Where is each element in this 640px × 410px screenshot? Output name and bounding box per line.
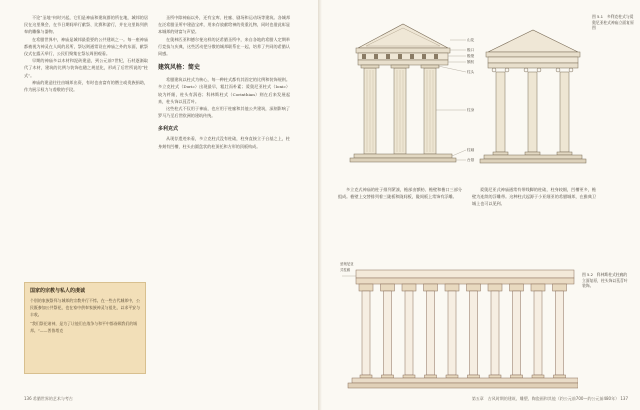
column-base [511,375,523,378]
left-column-1 [24,14,148,93]
diagram-label: 台基 [467,158,475,162]
column-shaft [470,291,478,375]
section-heading: 建筑风格：简史 [158,64,201,72]
paragraph: 这些柱式不仅用于神庙，也应用于柱廊和其他公共建筑，深刻影响了罗马乃至后世欧洲的建筑传统。 [158,106,290,119]
diagram-label: 柱础 [467,148,475,152]
sidebar-box-quote: “我们祭祀诸神，是为了让他们在战争与和平中都眷顾我们的城邦。”——普鲁塔克 [30,321,138,333]
column-capital [402,284,416,291]
column-shaft [427,291,435,375]
column-capital [488,284,502,291]
column-capital [467,284,481,291]
doric-temple-drawing [350,24,456,162]
column-capital [359,284,373,291]
column-shaft [491,291,499,375]
column-shaft [384,291,392,375]
paragraph: 不论“圣地”何时兴起，它们是神庙和建筑群的所在地，城邦的居民在这里聚会，在节日期间举行献祭、比赛和游行，并在这里陈列供奉的雕像与器物。 [24,15,148,35]
paragraph: 在奥林匹亚和德尔斐这样的泛希腊圣所中，来自各地的希腊人定期举行竞技与庆典，这些活动把分散的城邦联系在一起，培养了共同的希腊认同感。 [158,36,290,57]
right-footer: 第五章 古风时期的建筑、雕塑、陶瓷画和其他（约公元前700—约公元前480年） 137 [471,396,628,401]
paragraph: 早期的神庙多以木材和泥砖建造，到公元前7世纪，石材逐渐取代了木材，建筑的比例与装饰也随之规范化，形成了后世所说的“柱式”。 [24,58,148,78]
column-base [446,375,458,378]
paragraph: 神庙的建造往往由城邦出资，有时也由富有的僭主或贵族捐助，作为展示权力与虔敬的手段。 [24,79,148,93]
left-column-2 [158,14,290,150]
right-column-1 [338,186,462,200]
diagram-label: 额枋 [467,60,475,64]
diagram-label: 柱头 [467,70,475,74]
column-base [532,375,544,378]
colonnade-illustration [338,262,578,392]
column-shaft [362,291,370,375]
sidebar-box [24,282,146,374]
column-shaft [534,291,542,375]
column-shaft [405,291,413,375]
paragraph: 爱奥尼亚式神庙通常有带线脚的柱础，柱身较细，凹槽更多，檐壁为连续的浮雕带。这种柱式起源于小亚细亚的希腊城邦，在雅典卫城上也可以见到。 [472,187,596,207]
column-shaft [448,291,456,375]
diagram-label: 柱身 [467,108,475,112]
paragraph: 从现存遗迹来看，多立克柱式没有柱础，柱身直接立于台基之上，柱身刻有凹槽，柱头由圆盘状的柱顶托和方形的顶板构成。 [158,136,290,149]
column-capital [424,284,438,291]
column-base [425,375,437,378]
column-capital [445,284,459,291]
column-base [554,375,566,378]
figure-caption-right: 图 5.2 科林斯柱式柱廊的立面复原，柱头饰以茛苕叶装饰。 [582,272,628,289]
column-shaft [513,291,521,375]
paragraph: 在希腊世界中，神庙是城邦最重要的公共建筑之一。每一座神庙都被视为神灵在人间的居所，祭坛则通常设在神庙之外的东面，献祭仪式在露天举行，公民们聚集在祭坛周围观看。 [24,36,148,57]
column-base [360,375,372,378]
temple-elevations-diagram [338,10,588,180]
right-column-2 [472,186,596,208]
figure-caption-top: 图 5.1 多利克柱式与爱奥尼亚柱式神庙立面复原图 [592,14,634,31]
column-base [382,375,394,378]
sidebar-box-title: 国家的宗教与私人的虔诚 [30,288,86,294]
column-base [489,375,501,378]
paragraph: 多立克式神庙的柱子排列紧凑，檐部由额枋、檐壁和檐口三部分组成。檐壁上交替排列着三陇板和陇间板，陇间板上常饰有浮雕。 [338,187,462,200]
paragraph: 希腊建筑以柱式为核心，每一种柱式都有其固定的比例和装饰规则。多立克柱式（Doric）出现最早，粗壮而朴素；爱奥尼亚柱式（Ionic）较为纤细，柱头有涡卷；科林斯柱式（Corinthian）则在后来发展起来，柱头饰以茛苕叶。 [158,77,290,104]
column-base [468,375,480,378]
paragraph: 圣所中除神庙以外，还有宝库、柱廊、剧场和运动场等建筑。各城邦在泛希腊圣所中建造宝库，用来存放献给神的贵重礼物，同时也借此彰显本城邦的财富与声望。 [158,15,290,35]
column-capital [531,284,545,291]
sidebar-box-body: 个别的家族祭拜与城邦的宗教并行不悖。在一些古代城邦中，公民既参加公共祭祀，也在家中供奉家族神灵与祖先，以求平安与丰收。 [30,298,140,317]
column-capital [553,284,567,291]
diagram-label: 檐壁 [467,54,475,58]
colonnade-label: 爱奥尼亚式柱廊 [340,262,354,272]
diagram-label: 檐口 [467,48,475,52]
left-footer: 136 希腊世界的艺术与考古 [24,396,73,401]
colonnade-columns [359,284,567,378]
column-shaft [556,291,564,375]
column-base [403,375,415,378]
diagram-label: 山花 [467,38,475,42]
subsection-heading: 多利克式 [158,126,179,133]
ionic-temple-drawing [480,30,586,163]
column-capital [381,284,395,291]
column-capital [510,284,524,291]
